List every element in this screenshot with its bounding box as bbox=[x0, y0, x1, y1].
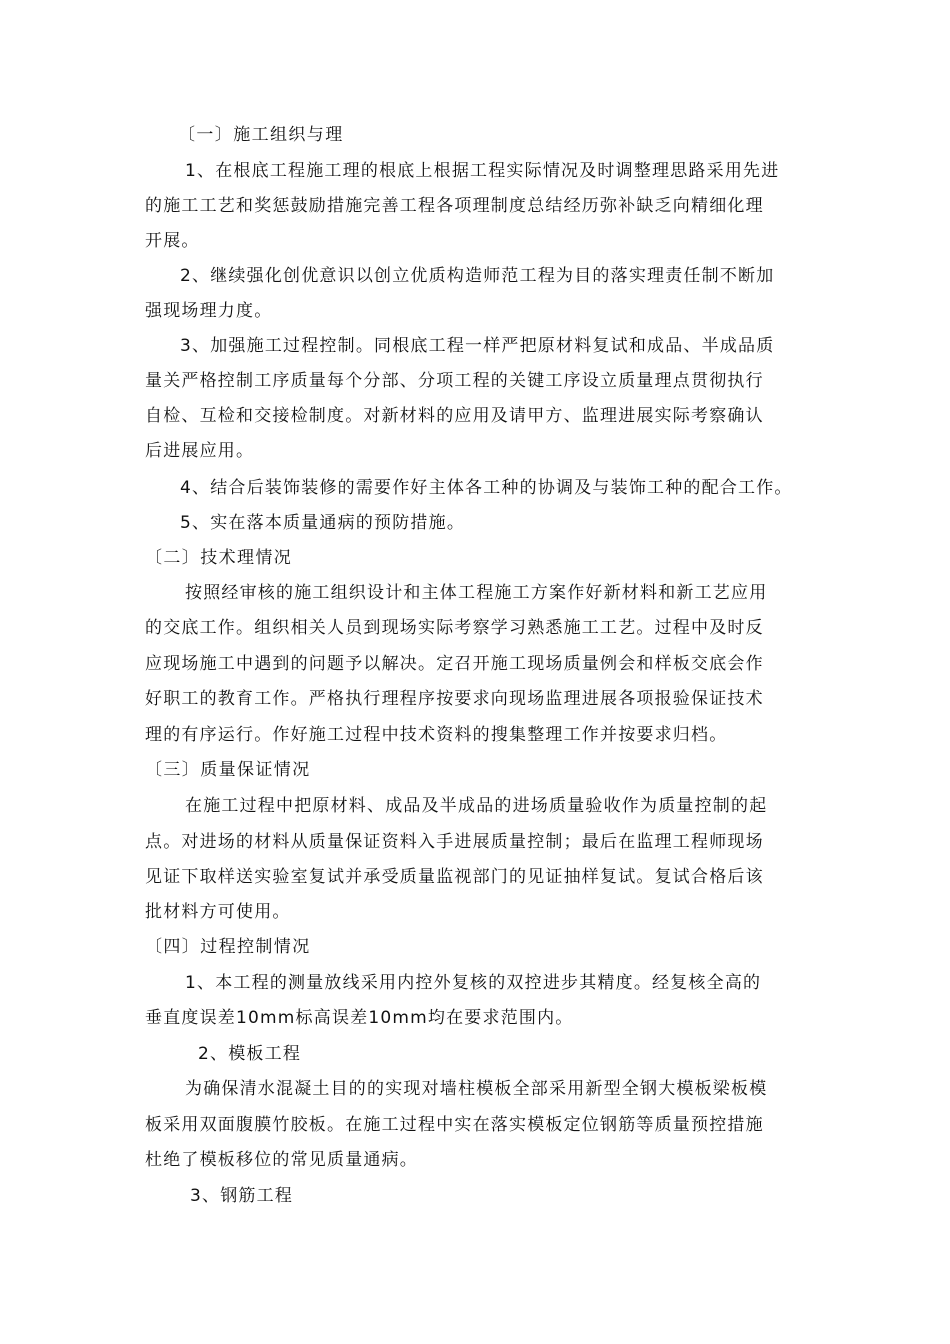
paragraph-line: 后进展应用。 bbox=[145, 441, 255, 461]
paragraph-line: 见证下取样送实验室复试并承受质量监视部门的见证抽样复试。复试合格后该 bbox=[145, 867, 764, 887]
section-heading-2: 〔二〕技术理情况 bbox=[145, 548, 293, 568]
paragraph-line: 的施工工艺和奖惩鼓励措施完善工程各项理制度总结经历弥补缺乏向精细化理 bbox=[145, 196, 764, 216]
paragraph-line: 在施工过程中把原材料、成品及半成品的进场质量验收作为质量控制的起 bbox=[185, 796, 768, 816]
paragraph-line: 点。对进场的材料从质量保证资料入手进展质量控制；最后在监理工程师现场 bbox=[145, 832, 764, 852]
paragraph-line: 板采用双面腹膜竹胶板。在施工过程中实在落实模板定位钢筋等质量预控措施 bbox=[145, 1115, 764, 1135]
paragraph-line: 2、继续强化创优意识以创立优质构造师范工程为目的落实理责任制不断加 bbox=[180, 266, 775, 286]
paragraph-line: 开展。 bbox=[145, 231, 200, 251]
paragraph-line: 1、本工程的测量放线采用内控外复核的双控进步其精度。经复核全高的 bbox=[185, 973, 762, 993]
paragraph-line: 按照经审核的施工组织设计和主体工程施工方案作好新材料和新工艺应用 bbox=[185, 583, 768, 603]
paragraph-line: 5、实在落本质量通病的预防措施。 bbox=[180, 513, 466, 533]
paragraph-line: 杜绝了模板移位的常见质量通病。 bbox=[145, 1150, 418, 1170]
paragraph-line: 垂直度误差10mm标高误差10mm均在要求范围内。 bbox=[145, 1008, 574, 1028]
paragraph-line: 1、在根底工程施工理的根底上根据工程实际情况及时调整理思路采用先进 bbox=[185, 161, 780, 181]
paragraph-line: 批材料方可使用。 bbox=[145, 902, 291, 922]
paragraph-line: 3、加强施工过程控制。同根底工程一样严把原材料复试和成品、半成品质 bbox=[180, 336, 775, 356]
paragraph-line: 理的有序运行。作好施工过程中技术资料的搜集整理工作并按要求归档。 bbox=[145, 725, 728, 745]
section-heading-4: 〔四〕过程控制情况 bbox=[145, 937, 311, 957]
paragraph-line: 好职工的教育工作。严格执行理程序按要求向现场监理进展各项报验保证技术 bbox=[145, 689, 764, 709]
section-heading-1: 〔一〕施工组织与理 bbox=[178, 125, 344, 145]
section-heading-3: 〔三〕质量保证情况 bbox=[145, 760, 311, 780]
paragraph-line: 为确保清水混凝土目的的实现对墙柱模板全部采用新型全钢大模板梁板模 bbox=[185, 1079, 768, 1099]
paragraph-line: 4、结合后装饰装修的需要作好主体各工种的协调及与装饰工种的配合工作。 bbox=[180, 478, 793, 498]
subsection-heading: 3、钢筋工程 bbox=[190, 1186, 294, 1206]
paragraph-line: 强现场理力度。 bbox=[145, 301, 273, 321]
paragraph-line: 量关严格控制工序质量每个分部、分项工程的关键工序设立质量理点贯彻执行 bbox=[145, 371, 764, 391]
paragraph-line: 的交底工作。组织相关人员到现场实际考察学习熟悉施工工艺。过程中及时反 bbox=[145, 618, 764, 638]
subsection-heading: 2、模板工程 bbox=[198, 1044, 302, 1064]
paragraph-line: 应现场施工中遇到的问题予以解决。定召开施工现场质量例会和样板交底会作 bbox=[145, 654, 764, 674]
paragraph-line: 自检、互检和交接检制度。对新材料的应用及请甲方、监理进展实际考察确认 bbox=[145, 406, 764, 426]
